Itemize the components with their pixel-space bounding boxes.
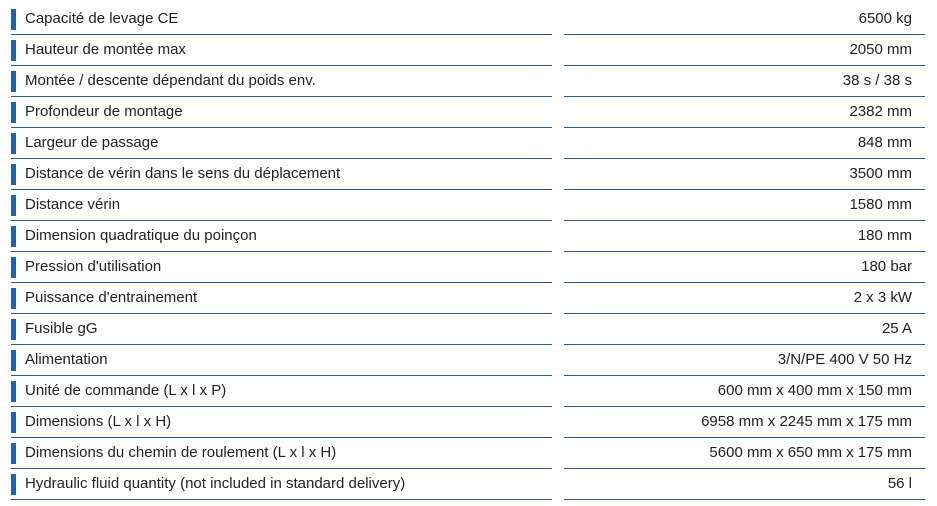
spec-label: Largeur de passage — [25, 134, 159, 151]
spec-row — [0, 438, 937, 469]
spec-value: 3/N/PE 400 V 50 Hz — [777, 351, 912, 368]
spec-value: 5600 mm x 650 mm x 175 mm — [709, 444, 912, 461]
spec-value-cell — [564, 97, 925, 128]
spec-label-cell — [11, 376, 552, 407]
spec-value: 2050 mm — [849, 41, 912, 58]
spec-value: 2 x 3 kW — [853, 289, 912, 306]
spec-value-cell — [564, 283, 925, 314]
spec-value: 2382 mm — [849, 103, 912, 120]
spec-label-cell — [11, 314, 552, 345]
spec-label: Alimentation — [25, 351, 108, 368]
accent-bar — [11, 381, 16, 402]
spec-value-cell — [564, 66, 925, 97]
accent-bar — [11, 443, 16, 464]
spec-label-cell — [11, 283, 552, 314]
accent-bar — [11, 195, 16, 216]
spec-label-cell — [11, 4, 552, 35]
accent-bar — [11, 474, 16, 495]
spec-row — [0, 128, 937, 159]
spec-label-cell — [11, 66, 552, 97]
spec-value: 3500 mm — [849, 165, 912, 182]
accent-bar — [11, 319, 16, 340]
spec-row — [0, 66, 937, 97]
spec-label-cell — [11, 345, 552, 376]
accent-bar — [11, 9, 16, 30]
spec-value-cell — [564, 345, 925, 376]
spec-value: 25 A — [881, 320, 912, 337]
spec-label-cell — [11, 35, 552, 66]
spec-row — [0, 469, 937, 500]
spec-value-cell — [564, 190, 925, 221]
spec-label-cell — [11, 252, 552, 283]
spec-value: 180 mm — [857, 227, 912, 244]
spec-value-cell — [564, 128, 925, 159]
accent-bar — [11, 40, 16, 61]
accent-bar — [11, 164, 16, 185]
spec-row — [0, 376, 937, 407]
spec-value-cell — [564, 438, 925, 469]
accent-bar — [11, 350, 16, 371]
spec-row — [0, 221, 937, 252]
spec-label: Distance vérin — [25, 196, 121, 213]
spec-row — [0, 159, 937, 190]
spec-value: 6958 mm x 2245 mm x 175 mm — [701, 413, 912, 430]
spec-value-cell — [564, 314, 925, 345]
spec-label-cell — [11, 407, 552, 438]
spec-row — [0, 345, 937, 376]
accent-bar — [11, 102, 16, 123]
spec-label: Capacité de levage CE — [25, 10, 179, 27]
spec-value: 56 l — [887, 475, 912, 492]
spec-value: 6500 kg — [858, 10, 912, 27]
accent-bar — [11, 71, 16, 92]
spec-label-cell — [11, 159, 552, 190]
spec-row — [0, 252, 937, 283]
spec-value-cell — [564, 407, 925, 438]
spec-label-cell — [11, 221, 552, 252]
spec-value-cell — [564, 469, 925, 500]
spec-value-cell — [564, 159, 925, 190]
spec-label: Fusible gG — [25, 320, 98, 337]
spec-label: Profondeur de montage — [25, 103, 183, 120]
spec-value-cell — [564, 4, 925, 35]
spec-value-cell — [564, 252, 925, 283]
spec-label: Distance de vérin dans le sens du déplacement — [25, 165, 341, 182]
spec-label: Dimensions du chemin de roulement (L x l x H) — [25, 444, 337, 461]
accent-bar — [11, 226, 16, 247]
spec-label-cell — [11, 190, 552, 221]
spec-label: Dimensions (L x l x H) — [25, 413, 172, 430]
spec-label: Hydraulic fluid quantity (not included in standard delivery) — [25, 475, 406, 492]
spec-value-cell — [564, 221, 925, 252]
spec-row — [0, 97, 937, 128]
spec-label-cell — [11, 469, 552, 500]
spec-label-cell — [11, 438, 552, 469]
spec-label-cell — [11, 128, 552, 159]
spec-value: 180 bar — [861, 258, 912, 275]
spec-label: Montée / descente dépendant du poids env. — [25, 72, 316, 89]
spec-value-cell — [564, 376, 925, 407]
accent-bar — [11, 133, 16, 154]
spec-row — [0, 190, 937, 221]
spec-value: 38 s / 38 s — [842, 72, 912, 89]
spec-value: 600 mm x 400 mm x 150 mm — [717, 382, 912, 399]
spec-value-cell — [564, 35, 925, 66]
spec-value: 1580 mm — [849, 196, 912, 213]
accent-bar — [11, 288, 16, 309]
spec-row — [0, 35, 937, 66]
spec-label: Unité de commande (L x l x P) — [25, 382, 227, 399]
accent-bar — [11, 412, 16, 433]
spec-label: Pression d'utilisation — [25, 258, 162, 275]
spec-row — [0, 283, 937, 314]
spec-label-cell — [11, 97, 552, 128]
spec-row — [0, 4, 937, 35]
spec-value: 848 mm — [857, 134, 912, 151]
spec-row — [0, 314, 937, 345]
spec-label: Hauteur de montée max — [25, 41, 186, 58]
accent-bar — [11, 257, 16, 278]
spec-table — [0, 4, 937, 500]
spec-row — [0, 407, 937, 438]
spec-label: Dimension quadratique du poinçon — [25, 227, 257, 244]
spec-label: Puissance d'entrainement — [25, 289, 198, 306]
